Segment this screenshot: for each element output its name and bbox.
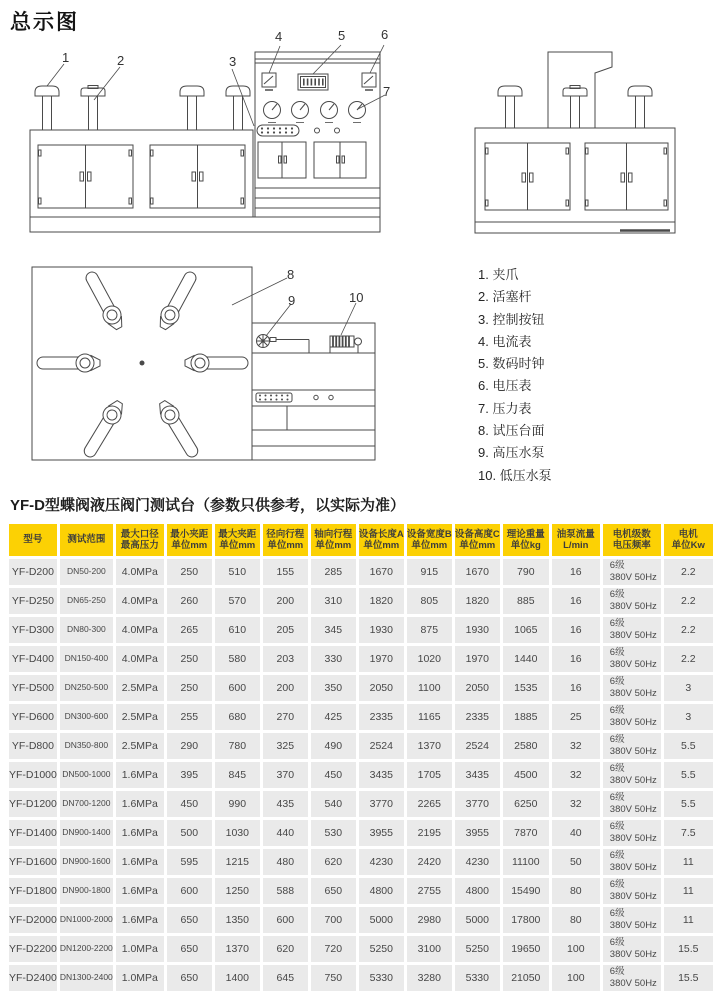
callout-7: 7	[383, 84, 391, 99]
cell-6: 650	[311, 878, 356, 904]
callout-8: 8	[287, 267, 295, 282]
cell-13: 15.5	[664, 936, 713, 962]
ammeter	[262, 73, 276, 90]
cell-4: 600	[215, 675, 260, 701]
cell-2: 1.0MPa	[116, 936, 164, 962]
cell-11: 16	[552, 646, 600, 672]
cell-0: YF-D250	[9, 588, 57, 614]
callout-3: 3	[229, 54, 237, 69]
parts-legend	[478, 264, 552, 487]
cell-13: 15.5	[664, 965, 713, 991]
cell-2: 1.0MPa	[116, 965, 164, 991]
cell-5: 600	[263, 907, 308, 933]
cell-3: 600	[167, 878, 212, 904]
table-row	[9, 675, 713, 701]
cell-7: 1930	[359, 617, 404, 643]
col-header-9: 设备高度C 单位mm	[455, 524, 500, 556]
cell-0: YF-D2000	[9, 907, 57, 933]
cell-3: 250	[167, 646, 212, 672]
callout-5: 5	[338, 28, 346, 43]
cell-4: 570	[215, 588, 260, 614]
callout-4: 4	[275, 29, 283, 44]
cell-0: YF-D200	[9, 559, 57, 585]
cell-1: DN150-400	[60, 646, 113, 672]
table-row	[9, 936, 713, 962]
cell-6: 750	[311, 965, 356, 991]
cell-4: 990	[215, 791, 260, 817]
voltmeter	[362, 73, 376, 90]
cell-12: 6级 380V 50Hz	[603, 878, 661, 904]
cell-0: YF-D1200	[9, 791, 57, 817]
table-row	[9, 704, 713, 730]
cell-7: 4230	[359, 849, 404, 875]
side-view-drawing	[468, 36, 683, 240]
cell-2: 1.6MPa	[116, 878, 164, 904]
side-cabinet-base	[475, 128, 675, 233]
cell-12: 6级 380V 50Hz	[603, 965, 661, 991]
cell-12: 6级 380V 50Hz	[603, 849, 661, 875]
col-header-2: 最大口径 最高压力	[116, 524, 164, 556]
cell-9: 3955	[455, 820, 500, 846]
cell-12: 6级 380V 50Hz	[603, 559, 661, 585]
cell-7: 5330	[359, 965, 404, 991]
cell-3: 650	[167, 936, 212, 962]
cell-0: YF-D2400	[9, 965, 57, 991]
cell-5: 435	[263, 791, 308, 817]
cell-8: 875	[407, 617, 452, 643]
control-buttons	[257, 125, 340, 136]
cell-2: 2.5MPa	[116, 704, 164, 730]
cell-13: 3	[664, 704, 713, 730]
cell-9: 3770	[455, 791, 500, 817]
cell-4: 1370	[215, 936, 260, 962]
cell-5: 480	[263, 849, 308, 875]
cell-4: 680	[215, 704, 260, 730]
callout-10: 10	[349, 290, 364, 305]
cell-3: 500	[167, 820, 212, 846]
cell-5: 645	[263, 965, 308, 991]
cell-9: 5330	[455, 965, 500, 991]
callout-2: 2	[117, 53, 125, 68]
col-header-12: 电机级数 电压频率	[603, 524, 661, 556]
cell-1: DN700-1200	[60, 791, 113, 817]
cell-7: 3770	[359, 791, 404, 817]
cell-10: 1885	[503, 704, 549, 730]
cell-11: 100	[552, 965, 600, 991]
cell-3: 595	[167, 849, 212, 875]
cell-10: 19650	[503, 936, 549, 962]
cell-9: 1930	[455, 617, 500, 643]
table-row	[9, 820, 713, 846]
cell-8: 3100	[407, 936, 452, 962]
cell-4: 1215	[215, 849, 260, 875]
cell-11: 16	[552, 559, 600, 585]
cell-8: 2195	[407, 820, 452, 846]
cell-6: 540	[311, 791, 356, 817]
table-row	[9, 762, 713, 788]
cell-13: 5.5	[664, 791, 713, 817]
cell-8: 805	[407, 588, 452, 614]
cell-13: 11	[664, 878, 713, 904]
legend-item: 2. 活塞杆	[478, 289, 532, 305]
cell-8: 1100	[407, 675, 452, 701]
cell-4: 845	[215, 762, 260, 788]
cell-3: 250	[167, 675, 212, 701]
col-header-8: 设备宽度B 单位mm	[407, 524, 452, 556]
cell-9: 4230	[455, 849, 500, 875]
cell-1: DN300-600	[60, 704, 113, 730]
table-row	[9, 907, 713, 933]
cell-9: 1670	[455, 559, 500, 585]
cell-9: 3435	[455, 762, 500, 788]
control-panel	[255, 52, 380, 217]
page-title: 总示图	[10, 11, 79, 34]
legend-item: 3. 控制按钮	[478, 311, 545, 327]
cell-1: DN80-300	[60, 617, 113, 643]
cell-2: 4.0MPa	[116, 588, 164, 614]
cell-10: 15490	[503, 878, 549, 904]
cell-13: 2.2	[664, 646, 713, 672]
cell-6: 490	[311, 733, 356, 759]
callout-1: 1	[62, 50, 70, 65]
cell-9: 2335	[455, 704, 500, 730]
cell-10: 6250	[503, 791, 549, 817]
cell-12: 6级 380V 50Hz	[603, 704, 661, 730]
cell-7: 4800	[359, 878, 404, 904]
cell-10: 17800	[503, 907, 549, 933]
col-header-1: 测试范围	[60, 524, 113, 556]
col-header-0: 型号	[9, 524, 57, 556]
cell-13: 7.5	[664, 820, 713, 846]
cell-8: 2755	[407, 878, 452, 904]
cell-11: 80	[552, 907, 600, 933]
cell-8: 1165	[407, 704, 452, 730]
cell-6: 720	[311, 936, 356, 962]
cell-3: 250	[167, 559, 212, 585]
col-header-7: 设备长度A 单位mm	[359, 524, 404, 556]
cell-1: DN900-1600	[60, 849, 113, 875]
cell-8: 1705	[407, 762, 452, 788]
cell-11: 100	[552, 936, 600, 962]
cell-5: 270	[263, 704, 308, 730]
cell-7: 3955	[359, 820, 404, 846]
cell-3: 650	[167, 965, 212, 991]
cell-1: DN1000-2000	[60, 907, 113, 933]
cell-12: 6级 380V 50Hz	[603, 646, 661, 672]
cell-7: 1820	[359, 588, 404, 614]
cell-7: 3435	[359, 762, 404, 788]
top-view-drawing	[25, 258, 380, 470]
cell-4: 1030	[215, 820, 260, 846]
cell-8: 2420	[407, 849, 452, 875]
col-header-11: 油泵流量 L/min	[552, 524, 600, 556]
table-row	[9, 733, 713, 759]
cell-2: 1.6MPa	[116, 849, 164, 875]
low-pressure-pump	[330, 336, 362, 353]
pump-compartment	[252, 323, 375, 460]
cell-0: YF-D600	[9, 704, 57, 730]
cell-3: 260	[167, 588, 212, 614]
cell-4: 1400	[215, 965, 260, 991]
cell-1: DN900-1800	[60, 878, 113, 904]
cell-8: 915	[407, 559, 452, 585]
cell-5: 200	[263, 675, 308, 701]
table-row	[9, 617, 713, 643]
col-header-5: 径向行程 单位mm	[263, 524, 308, 556]
cell-10: 7870	[503, 820, 549, 846]
cell-4: 1350	[215, 907, 260, 933]
table-row	[9, 878, 713, 904]
cell-11: 16	[552, 588, 600, 614]
cell-10: 4500	[503, 762, 549, 788]
cell-6: 425	[311, 704, 356, 730]
cell-13: 11	[664, 849, 713, 875]
spec-table-body	[9, 559, 713, 991]
table-row	[9, 791, 713, 817]
cell-11: 16	[552, 675, 600, 701]
table-row	[9, 559, 713, 585]
cell-10: 1065	[503, 617, 549, 643]
cell-8: 2980	[407, 907, 452, 933]
cell-7: 5000	[359, 907, 404, 933]
high-pressure-pump	[257, 335, 310, 354]
cell-3: 650	[167, 907, 212, 933]
cell-11: 50	[552, 849, 600, 875]
table-row	[9, 588, 713, 614]
cell-10: 1535	[503, 675, 549, 701]
cell-11: 80	[552, 878, 600, 904]
cell-2: 1.6MPa	[116, 791, 164, 817]
cell-7: 2524	[359, 733, 404, 759]
cell-9: 2524	[455, 733, 500, 759]
side-view-svg	[468, 36, 683, 240]
cell-9: 4800	[455, 878, 500, 904]
cell-3: 255	[167, 704, 212, 730]
cell-0: YF-D1000	[9, 762, 57, 788]
legend-item: 6. 电压表	[478, 378, 532, 394]
cell-0: YF-D1400	[9, 820, 57, 846]
cell-3: 290	[167, 733, 212, 759]
col-header-4: 最大夹距 单位mm	[215, 524, 260, 556]
cell-7: 2335	[359, 704, 404, 730]
col-header-3: 最小夹距 单位mm	[167, 524, 212, 556]
cell-10: 1440	[503, 646, 549, 672]
cell-6: 530	[311, 820, 356, 846]
cell-5: 370	[263, 762, 308, 788]
cell-13: 2.2	[664, 559, 713, 585]
col-header-10: 理论重量 单位kg	[503, 524, 549, 556]
callout-6: 6	[381, 27, 389, 42]
cell-12: 6级 380V 50Hz	[603, 617, 661, 643]
cell-2: 1.6MPa	[116, 820, 164, 846]
legend-item: 10. 低压水泵	[478, 467, 552, 483]
cell-6: 285	[311, 559, 356, 585]
top-view-svg	[25, 258, 380, 470]
cell-12: 6级 380V 50Hz	[603, 820, 661, 846]
cell-1: DN350-800	[60, 733, 113, 759]
cell-1: DN50-200	[60, 559, 113, 585]
cell-4: 1250	[215, 878, 260, 904]
cell-0: YF-D500	[9, 675, 57, 701]
cell-12: 6级 380V 50Hz	[603, 791, 661, 817]
cell-7: 1670	[359, 559, 404, 585]
cell-1: DN500-1000	[60, 762, 113, 788]
cell-12: 6级 380V 50Hz	[603, 907, 661, 933]
legend-item: 7. 压力表	[478, 400, 532, 416]
cell-0: YF-D1600	[9, 849, 57, 875]
cell-11: 32	[552, 791, 600, 817]
legend-item: 9. 高压水泵	[478, 445, 545, 461]
cell-5: 588	[263, 878, 308, 904]
pressure-gauges	[264, 102, 366, 123]
cell-11: 25	[552, 704, 600, 730]
cell-8: 1020	[407, 646, 452, 672]
cell-13: 2.2	[664, 588, 713, 614]
cell-4: 580	[215, 646, 260, 672]
cell-2: 1.6MPa	[116, 907, 164, 933]
cell-12: 6级 380V 50Hz	[603, 675, 661, 701]
table-title: YF-D型蝶阀液压阀门测试台（参数只供参考，以实际为准）	[10, 497, 405, 514]
cell-12: 6级 380V 50Hz	[603, 936, 661, 962]
cell-11: 16	[552, 617, 600, 643]
legend-item: 5. 数码时钟	[478, 356, 545, 372]
cell-1: DN65-250	[60, 588, 113, 614]
cell-13: 3	[664, 675, 713, 701]
cell-7: 2050	[359, 675, 404, 701]
side-clamp-posts	[498, 86, 652, 129]
cell-6: 350	[311, 675, 356, 701]
cell-0: YF-D300	[9, 617, 57, 643]
cell-7: 5250	[359, 936, 404, 962]
cell-0: YF-D1800	[9, 878, 57, 904]
cell-10: 2580	[503, 733, 549, 759]
cell-11: 32	[552, 733, 600, 759]
cell-12: 6级 380V 50Hz	[603, 733, 661, 759]
spec-table	[6, 521, 716, 994]
cell-2: 4.0MPa	[116, 559, 164, 585]
cell-4: 510	[215, 559, 260, 585]
cell-10: 11100	[503, 849, 549, 875]
cell-13: 11	[664, 907, 713, 933]
cell-8: 3280	[407, 965, 452, 991]
cell-4: 610	[215, 617, 260, 643]
cell-6: 620	[311, 849, 356, 875]
cell-9: 5000	[455, 907, 500, 933]
spec-table-header	[9, 524, 713, 556]
cell-11: 40	[552, 820, 600, 846]
cell-7: 1970	[359, 646, 404, 672]
cell-6: 310	[311, 588, 356, 614]
table-row	[9, 849, 713, 875]
legend-item: 4. 电流表	[478, 333, 532, 349]
clamp-posts	[35, 86, 250, 131]
cell-1: DN1200-2200	[60, 936, 113, 962]
cell-5: 205	[263, 617, 308, 643]
cell-2: 4.0MPa	[116, 646, 164, 672]
cell-12: 6级 380V 50Hz	[603, 588, 661, 614]
cell-5: 440	[263, 820, 308, 846]
cell-1: DN900-1400	[60, 820, 113, 846]
cell-13: 5.5	[664, 762, 713, 788]
callout-9: 9	[288, 293, 296, 308]
legend-item: 8. 试压台面	[478, 423, 545, 439]
cell-8: 1370	[407, 733, 452, 759]
cell-5: 200	[263, 588, 308, 614]
cell-5: 203	[263, 646, 308, 672]
cell-11: 32	[552, 762, 600, 788]
cell-9: 5250	[455, 936, 500, 962]
cell-6: 330	[311, 646, 356, 672]
cell-5: 325	[263, 733, 308, 759]
cell-6: 450	[311, 762, 356, 788]
cell-6: 345	[311, 617, 356, 643]
cell-2: 2.5MPa	[116, 675, 164, 701]
legend-item: 1. 夹爪	[478, 267, 519, 282]
cell-5: 155	[263, 559, 308, 585]
cell-3: 450	[167, 791, 212, 817]
cell-1: DN1300-2400	[60, 965, 113, 991]
cell-8: 2265	[407, 791, 452, 817]
cell-2: 1.6MPa	[116, 762, 164, 788]
table-row	[9, 646, 713, 672]
cell-5: 620	[263, 936, 308, 962]
digital-clock	[298, 74, 328, 90]
cell-10: 885	[503, 588, 549, 614]
compartment-buttons	[256, 393, 333, 402]
cell-4: 780	[215, 733, 260, 759]
cell-2: 4.0MPa	[116, 617, 164, 643]
cell-9: 1970	[455, 646, 500, 672]
cell-13: 2.2	[664, 617, 713, 643]
col-header-6: 轴向行程 单位mm	[311, 524, 356, 556]
cell-10: 790	[503, 559, 549, 585]
cell-2: 2.5MPa	[116, 733, 164, 759]
cell-0: YF-D2200	[9, 936, 57, 962]
cell-0: YF-D400	[9, 646, 57, 672]
table-row	[9, 965, 713, 991]
cell-9: 1820	[455, 588, 500, 614]
cell-0: YF-D800	[9, 733, 57, 759]
cell-6: 700	[311, 907, 356, 933]
cell-10: 21050	[503, 965, 549, 991]
cell-3: 265	[167, 617, 212, 643]
cell-12: 6级 380V 50Hz	[603, 762, 661, 788]
cell-9: 2050	[455, 675, 500, 701]
cell-3: 395	[167, 762, 212, 788]
cell-13: 5.5	[664, 733, 713, 759]
cell-1: DN250-500	[60, 675, 113, 701]
col-header-13: 电机 单位Kw	[664, 524, 713, 556]
